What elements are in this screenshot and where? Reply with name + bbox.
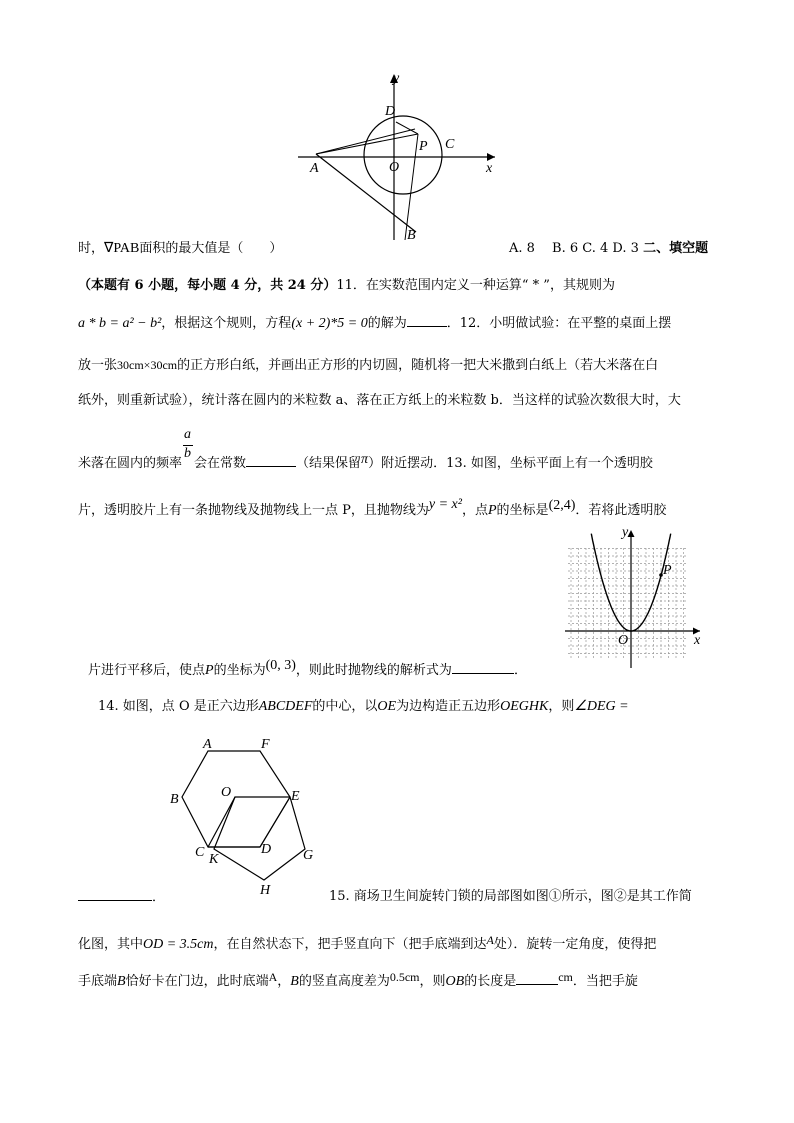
answer-blank-11[interactable] <box>407 314 447 327</box>
text-line-1: 时，∇PAB面积的最大值是（ ） <box>78 241 283 256</box>
label-y: y <box>622 525 629 540</box>
segment-pb <box>405 134 418 240</box>
fraction-a-over-b: $\frac{a}{b}$ <box>184 427 192 461</box>
answer-blank-13[interactable] <box>452 661 514 674</box>
label-p: P <box>419 139 428 154</box>
text-line-4: 放一张30cm×30cm的正方形白纸，并画出正方形的内切圆，随机将一把大米撒到白纸上（若大米落在白 <box>78 358 659 373</box>
label-h: H <box>260 883 271 898</box>
label-k: K <box>209 852 219 867</box>
text-line-3: a * b = a² − b²，根据这个规则，方程(x + 2)*5 = 0的解为 ．12．小明做试验：在平整的桌面上摆 <box>78 316 672 331</box>
text-line-11: 化图，其中OD = 3.5cm，在自然状态下，把手竖直向下（把手底端到达A处）．旋转一定角度，使得把 <box>78 933 657 952</box>
section-heading: 二、填空题 <box>643 241 709 256</box>
y-arrow-icon <box>628 530 635 537</box>
label-x: x <box>694 633 701 648</box>
text-line-7: 片，透明胶片上有一条抛物线及抛物线上一点 P，且抛物线为y = x²，点P的坐标是(2,4)．若将此透明胶 <box>78 497 667 518</box>
figure-circle-triangle <box>290 68 505 248</box>
segment-ad <box>316 129 415 154</box>
segment-oc <box>208 797 235 847</box>
hexagon <box>182 751 290 847</box>
label-a: A <box>310 161 319 176</box>
label-d: D <box>385 104 396 119</box>
operation-definition: a * b = a² − b² <box>78 316 162 331</box>
text-line-2: （本题有 6 小题，每小题 4 分，共 24 分）11．在实数范围内定义一种运算“ * ”，其规则为 <box>78 278 615 293</box>
figure-hexagon-pentagon <box>160 730 325 900</box>
text-line-9: 14. 如图，点 O 是正六边形ABCDEF的中心，以OE为边构造正五边形OEGHK，则∠DEG = <box>98 699 629 714</box>
label-x: x <box>486 161 493 176</box>
label-f: F <box>261 737 270 752</box>
segment-dp <box>396 122 418 134</box>
triangle-symbol: ∇PAB <box>104 241 140 256</box>
label-b: B <box>170 792 179 807</box>
text-line-5: 纸外，则重新试验），统计落在圆内的米粒数 a、落在正方纸上的米粒数 b．当这样的试验次数很大时，大 <box>78 393 681 408</box>
label-o: O <box>221 785 232 800</box>
label-b: B <box>407 228 416 243</box>
label-o: O <box>618 633 629 648</box>
answer-blank-14[interactable] <box>78 888 152 901</box>
label-y: y <box>393 71 400 86</box>
label-c: C <box>195 845 205 860</box>
label-e: E <box>291 789 300 804</box>
label-c: C <box>445 137 455 152</box>
label-p: P <box>663 563 672 578</box>
text-line-10-question-15: 15. 商场卫生间旋转门锁的局部图如图①所示，图②是其工作简 <box>329 889 692 904</box>
label-a: A <box>203 737 212 752</box>
label-o: O <box>389 160 400 175</box>
text-line-12: 手底端B恰好卡在门边，此时底端A，B的竖直高度差为0.5cm，则OB的长度是 cm．当把手旋 <box>78 970 638 989</box>
equation: (x + 2)*5 = 0 <box>291 316 368 331</box>
label-g: G <box>303 848 314 863</box>
answer-blank-12[interactable] <box>246 454 296 467</box>
text-line-6: 米落在圆内的频率 $\frac{a}{b}$ 会在常数 （结果保留π）附近摆动．13. 如图，坐标平面上有一个透明胶 <box>78 427 653 471</box>
answer-options: A. 8 B. 6 C. 4 D. 3 二、填空题 <box>509 241 709 256</box>
x-arrow-icon <box>487 153 495 161</box>
figure-grid-parabola <box>560 520 710 670</box>
circle <box>364 116 442 194</box>
segment-ap <box>316 134 418 154</box>
label-d: D <box>261 842 272 857</box>
text-line-8: 片进行平移后，使点P的坐标为(0, 3)，则此时抛物线的解析式为 ． <box>88 658 527 678</box>
text-line-10: ． <box>78 888 165 907</box>
answer-blank-15[interactable] <box>516 972 558 985</box>
segment-de <box>260 797 290 847</box>
